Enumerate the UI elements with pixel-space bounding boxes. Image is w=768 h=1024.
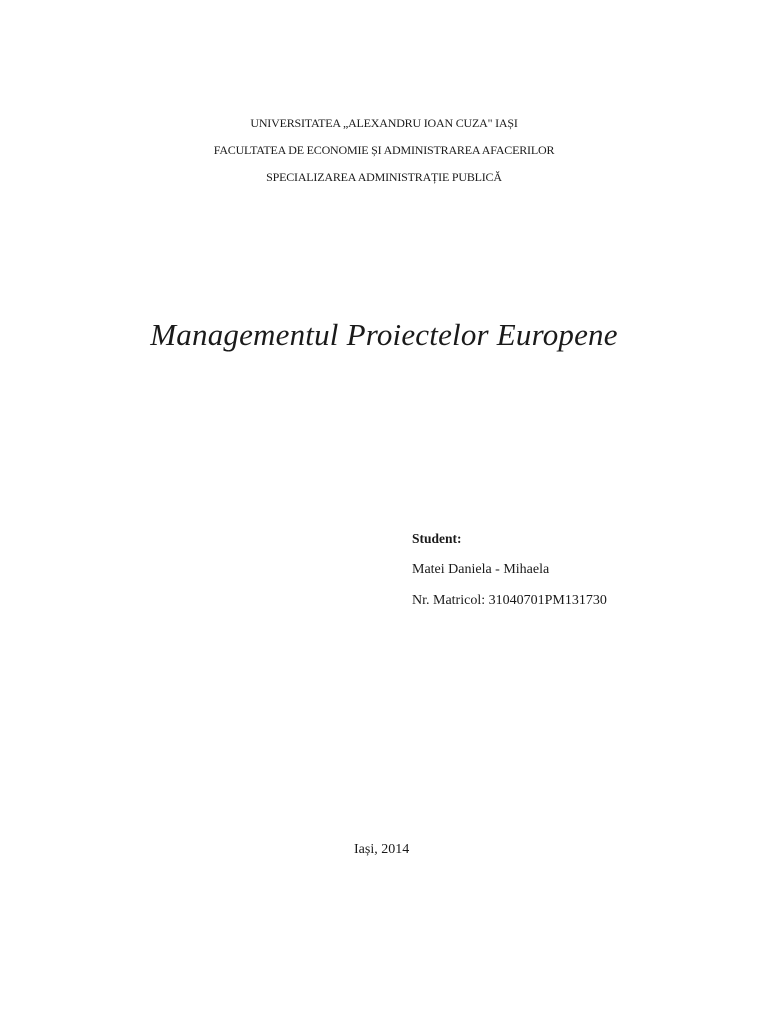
place-date: Iași, 2014	[354, 842, 410, 857]
document-title: Managementul Proiectelor Europene	[150, 317, 618, 352]
specialization-name: SPECIALIZAREA ADMINISTRAȚIE PUBLICĂ	[266, 170, 502, 184]
student-matricol: Nr. Matricol: 31040701PM131730	[412, 593, 607, 608]
university-name: UNIVERSITATEA „ALEXANDRU IOAN CUZA" IAȘI	[250, 116, 518, 130]
student-name: Matei Daniela - Mihaela	[412, 562, 550, 577]
student-label: Student:	[412, 531, 462, 546]
student-info	[412, 530, 732, 623]
faculty-name: FACULTATEA DE ECONOMIE ȘI ADMINISTRAREA AFACERILOR	[213, 143, 555, 157]
